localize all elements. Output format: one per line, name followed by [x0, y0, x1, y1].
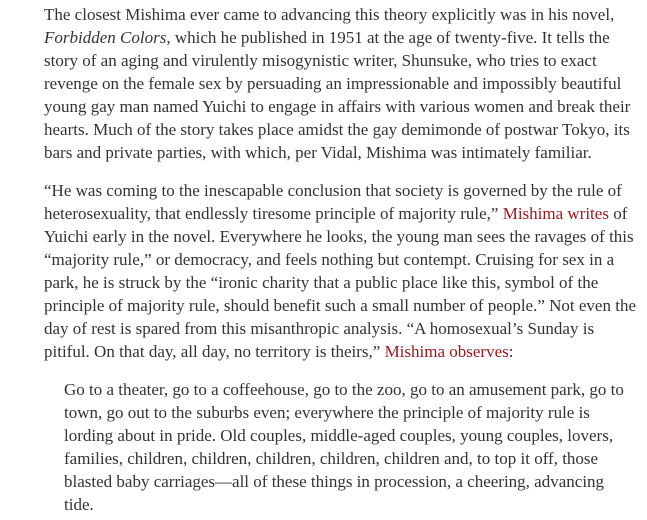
mishima-writes-link[interactable]: Mishima writes: [502, 204, 609, 223]
paragraph-text: , which he published in 1951 at the age of twenty-five. It tells the story of an aging and virulently misogynistic writer, Shunsuke, who tries to exact revenge on the female sex by persuading an impressionable and impossibly beautiful young gay man named Yuichi to engage in affairs with various women and break their hearts. Much of the story takes place amidst the gay demimonde of postwar Tokyo, its bars and private parties, with which, per Vidal, Mishima was intimately familiar.: [44, 28, 631, 162]
paragraph-text: “He was coming to the inescapable conclusion that society is governed by the rule of heterosexuality, that endlessly tiresome principle of majority rule,”: [44, 181, 622, 223]
book-title: Forbidden Colors: [44, 28, 167, 47]
paragraph-forbidden-colors: [44, 3, 640, 164]
paragraph-majority-rule: [44, 179, 640, 363]
paragraph-text: The closest Mishima ever came to advancing this theory explicitly was in his novel,: [44, 5, 615, 24]
article-body: [44, 3, 640, 516]
block-quote: Go to a theater, go to a coffeehouse, go to the zoo, go to an amusement park, go to town, go out to the suburbs even; everywhere the principle of majority rule is lording about in pride. Old couples, middle-aged couples, young couples, lovers, families, children, children, children, children, children and, to top it off, those blasted baby carriages—all of these things in procession, a cheering, advancing tide.: [64, 380, 624, 514]
paragraph-text: of Yuichi early in the novel. Everywhere he looks, the young man sees the ravages of this “majority rule,” or democracy, and feels nothing but contempt. Cruising for sex in a park, he is struck by the “ironic charity that a public place like this, symbol of the principle of majority rule, should benefit such a small number of people.” Not even the day of rest is spared from this misanthropic analysis. “A homosexual’s Sunday is pitiful. On that day, all day, no territory is theirs,”: [44, 204, 636, 361]
paragraph-text: :: [508, 342, 514, 361]
mishima-observes-link[interactable]: Mishima observes: [384, 342, 509, 361]
